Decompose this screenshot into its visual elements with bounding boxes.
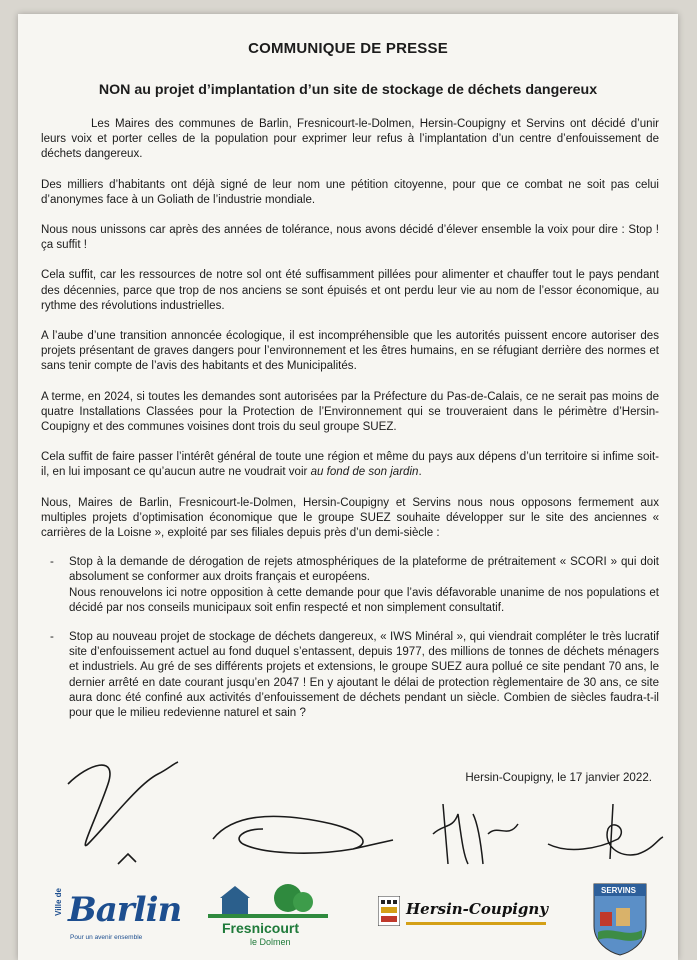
hersin-coupigny-logo bbox=[378, 896, 558, 946]
place-and-date: Hersin-Coupigny, le 17 janvier 2022. bbox=[465, 771, 652, 784]
paragraph-7 bbox=[41, 450, 659, 480]
municipality-logos bbox=[18, 874, 678, 960]
list-dash: - bbox=[50, 556, 54, 569]
list-item-text: Stop à la demande de dérogation de rejets atmosphériques de la plateforme de prétraitement « SCORI » qui doit absolument se conformer aux droits français et européens. bbox=[69, 556, 659, 584]
barlin-logo-name: Barlin bbox=[68, 890, 182, 930]
paragraph-8: Nous, Maires de Barlin, Fresnicourt-le-Dolmen, Hersin-Coupigny et Servins nous nous opposons fermement aux multiples projets d’optimisation économique que le groupe SUEZ souhaite développer sur le site des anciennes « carrières de la Loisne », exploité par ses filiales depuis près d’un demi-siècle : bbox=[41, 496, 659, 540]
paragraph-5: A l’aube d’une transition annoncée écologique, il est incompréhensible que les autorités puissent encore autoriser des projets présentant de graves dangers pour l’environnement et les êtres humains, en se réfugiant derrière des normes et sans tenir compte de l’avis des habitants et des Municipalités. bbox=[41, 330, 659, 373]
document-title: COMMUNIQUE DE PRESSE bbox=[248, 40, 448, 57]
paragraph-1: Les Maires des communes de Barlin, Fresnicourt-le-Dolmen, Hersin-Coupigny et Servins ont décidé d’unir leurs voix et porter celles de la population pour exprimer leur refus à l’implantation d’un centre d’enfouissement de déchets dangereux. bbox=[41, 118, 659, 161]
paragraph-4: Cela suffit, car les ressources de notre sol ont été suffisamment pillées pour alimenter et chauffer tout le pays pendant des décennies, parce que trop de nos anciens se sont épuisés et ont perdu leur vie au nom de l’essor économique, au rythme des révolutions industrielles. bbox=[41, 269, 659, 312]
paragraph-2: Des milliers d’habitants ont déjà signé de leur nom une pétition citoyenne, pour que ce combat ne soit pas celui d’anonymes face à un Goliath de l’industrie mondiale. bbox=[41, 178, 659, 206]
list-item-subtext: Nous renouvelons ici notre opposition à cette demande pour que l’avis défavorable unanime de nos populations et décidé par nos conseils municipaux soit enfin respecté et non simplement consultatif. bbox=[69, 586, 659, 614]
paragraph-7-start: Cela suffit de faire passer l’intérêt général de toute une région et même du pays aux dépens d’un territoire si infime soit-il, en lui imposant ce qu’aucun autre ne voudrait voir bbox=[41, 451, 659, 479]
demands-list bbox=[41, 555, 659, 721]
paragraph-7-italic: au fond de son jardin bbox=[310, 466, 419, 479]
paragraph-6: A terme, en 2024, si toutes les demandes sont autorisées par la Préfecture du Pas-de-Calais, ce ne serait pas moins de quatre Installations Classées pour la Protection de l’Environnement qui se trouveraient dans le périmètre d’Hersin-Coupigny et des communes voisines dont trois du seul groupe SUEZ. bbox=[41, 390, 659, 434]
barlin-logo bbox=[54, 886, 184, 946]
signature-3 bbox=[423, 794, 533, 874]
fresnicourt-logo-name: Fresnicourt bbox=[222, 920, 300, 936]
paragraph-3: Nous nous unissons car après des années de tolérance, nous avons décidé d’élever ensemble la voix pour dire : Stop ! ça suffit ! bbox=[41, 224, 659, 252]
hersin-crest-icon bbox=[378, 896, 400, 926]
signature-1 bbox=[58, 744, 188, 874]
document-body bbox=[41, 117, 659, 735]
barlin-logo-ville: Ville de bbox=[54, 888, 63, 916]
signature-2 bbox=[203, 804, 403, 864]
press-release-sheet bbox=[18, 14, 678, 960]
list-item-text: Stop au nouveau projet de stockage de déchets dangereux, « IWS Minéral », qui viendrait compléter le très lucratif site d’enfouissement actuel au fond duquel s’entassent, depuis 1977, des millions de tonnes de déchets ménagers et industriels. Au gré de ses différents projets et extensions, le groupe SUEZ aura pollué ce site pendant 70 ans, le dernier arrêté en date courant jusqu’en 2047 ! En y ajoutant le délai de protection règlementaire de 30 ans, ce site aura donc été confiné aux activités d’enfouissement de déchets pendant un siècle. Combien de siècles faudra-t-il pour que le milieu redevienne naturel et sain ? bbox=[69, 631, 659, 720]
fresnicourt-tree-icon bbox=[208, 880, 328, 920]
hersin-logo-name: Hersin-Coupigny bbox=[406, 900, 549, 918]
fresnicourt-logo bbox=[208, 880, 328, 952]
list-item bbox=[41, 630, 659, 721]
signature-4 bbox=[538, 799, 668, 869]
list-dash: - bbox=[50, 631, 54, 644]
document-subtitle: NON au projet d’implantation d’un site de stockage de déchets dangereux bbox=[98, 82, 598, 98]
fresnicourt-logo-sub: le Dolmen bbox=[250, 937, 291, 947]
servins-logo bbox=[592, 882, 648, 956]
servins-logo-name: SERVINS bbox=[601, 886, 636, 895]
paragraph-7-end: . bbox=[418, 466, 422, 479]
list-item bbox=[41, 555, 659, 616]
hersin-logo-stripe bbox=[406, 922, 546, 925]
barlin-logo-tagline: Pour un avenir ensemble bbox=[70, 934, 143, 941]
